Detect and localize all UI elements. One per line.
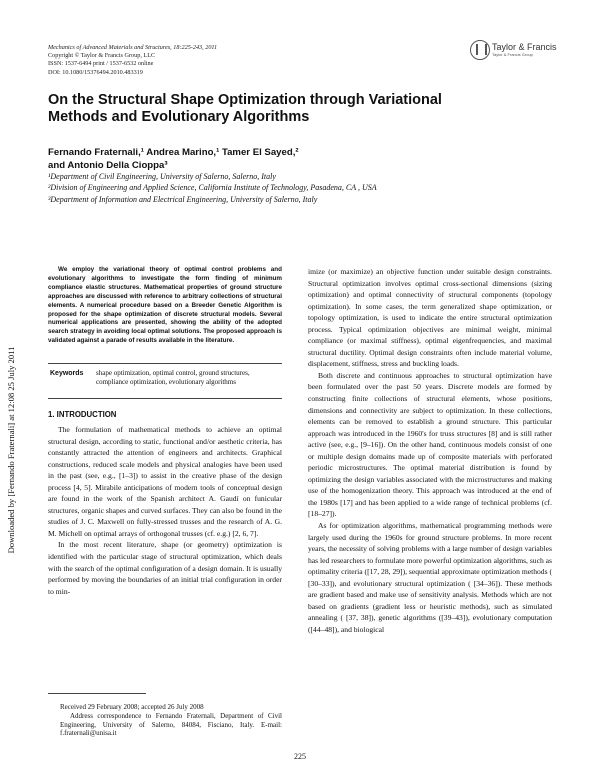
keywords-text: shape optimization, optimal control, ground structures, compliance optimization, evolutionary algorithms [96,369,250,386]
paragraph: In the most recent literature, shape (or geometry) optimization is identified with the particular stage of structural optimization, which deals with the search of the optimal configuration of a design domain. It is usually performed by moving the boundaries of an initial trial configuration in order to min- [48,540,282,596]
publisher-logo-icon [470,40,490,60]
footnote-rule [48,693,146,694]
abstract: We employ the variational theory of optimal control problems and evolutionary algorithms to investigate the form finding of minimum compliance elastic structures. Mathematical properties of ground structure approaches are discussed with reference to arbitrary collections of structural elements. A numerical procedure based on a Breeder Genetic Algorithm is proposed for the shape optimization of discrete structural models. Several numerical applications are presented, showing the ability of the adopted search strategy in avoiding local optimal solutions. The proposed approach is validated against a parade of results available in the literature. [48,266,282,345]
publisher-name: Taylor & Francis [492,42,557,52]
body-column-right [308,266,552,636]
footnote-correspondence: Address correspondence to Fernando Fraternali, Department of Civil Engineering, University of Salerno, 84084, Fisciano, Italy. E-mail: f.fraternali@unisa.it [60,711,282,738]
keywords-label: Keywords [50,370,84,377]
section-heading: 1. INTRODUCTION [48,410,117,419]
paragraph: The formulation of mathematical methods to achieve an optimal structural design, according to static, functional and/or aesthetic criteria, has constantly attracted the attention of engineers and architects. Graphical constructions, reduced scale models and physical analogies have been used in the past (see, e.g., [1–3]) to assist in the creative phase of the design process [4, 5]. Mirabile anticipations of modern tools of conceptual design are found in the work of the Spanish architect A. Gaudí on funicular structures, organic shapes and curved surfaces. They can also be found in the studies of J. C. Maxwell on fully-stressed trusses and the research of A. G. M. Michell on optimal arrays of orthogonal trusses (cf. e.g.) [2, 6, 7]. [48,425,282,538]
copyright-line: Copyright © Taylor & Francis Group, LLC [48,52,156,60]
journal-citation: Mechanics of Advanced Materials and Structures, 18:225-243, 2011 [48,44,218,51]
affiliations [48,171,508,205]
paper-title: On the Structural Shape Optimization through Variational Methods and Evolutionary Algorithms [48,92,442,125]
page-number: 225 [294,752,306,761]
publisher-subtitle: Taylor & Francis Group [492,52,533,57]
download-watermark-text: Downloaded by [Fernando Fraternali] at 12:08 25 July 2011 [6,346,16,554]
paragraph: imize (or maximize) an objective function under suitable design constraints. Structural optimization involves optimal cross-sectional dimensions (sizing optimization) and optimal connectivity of structural components (topology optimization). In some cases, the term generalized shape optimization, or topology optimization, is used to indicate the entire structural optimization process. Typical optimization objectives are minimal weight, minimal compliance (or maximal stiffness), optimal eigenfrequencies, and maximal structural ductility. Optimal design constraints often include material volume, displacement, stiffness, stress and buckling loads. [308,267,552,369]
doi-line: DOI: 10.1080/15376494.2010.483319 [48,68,143,76]
authors-line-2: and Antonio Della Cioppa³ [48,160,168,171]
download-watermark [2,270,20,630]
affiliation-3: ³Department of Information and Electrical Engineering, University of Salerno, Italy [48,194,318,204]
paragraph: As for optimization algorithms, mathematical programming methods were largely used during the 1960s for ground structure problems. In more recent years, the necessity of solving problems with a large number of design variables has led researchers to formulate more powerful optimization algorithms, such as optimality criteria ([17, 28, 29]), sequential approximate optimization methods ( [30–33]), and evolutionary structural optimization ( [34–36]). These methods are gradient based and make use of sensitivity analysis. Methods which are not based on gradients (gradient less or heuristic methods), such as simulated annealing ( [37, 38]), genetic algorithms ([39–43]), evolutionary computation ([44–48]), and biological [308,521,552,634]
publisher-logo [470,40,560,62]
journal-metadata [48,44,217,77]
author-list [48,146,408,172]
affiliation-1: ¹Department of Civil Engineering, University of Salerno, Salerno, Italy [48,172,276,181]
paragraph: Both discrete and continuous approaches to structural optimization have been formulated over the past 50 years. Discrete models are formed by constructing finite collections of structural elements, whose positions, dimensions and connectivity are subject to optimization. In these collections, elements can be removed to establish a ground structure. This particular approach was introduced in the 1960's for truss structures [8] and is still rather active (see, e.g., [9–16]). On the other hand, continuous models consist of one or multiple design domains made up of composite materials with perforated periodic microstructures. The optimal material distribution is found by optimizing the design variables associated with the microstructures and making use of the homogenization theory. This approach was introduced at the end of the 1980s [17] and has been applied to a wide range of technical problems (cf. [18–27]). [308,370,552,519]
footnote [60,703,282,738]
authors-line-1: Fernando Fraternali,¹ Andrea Marino,¹ Tamer El Sayed,² [48,147,299,158]
keywords-bottom-rule [48,398,282,399]
footnote-received: Received 29 February 2008; accepted 26 July 2008 [60,703,204,711]
issn-line: ISSN: 1537-6494 print / 1537-6532 online [48,60,154,68]
keywords-top-rule [48,363,282,364]
affiliation-2: ²Division of Engineering and Applied Science, California Institute of Technology, Pasadena, CA , USA [48,183,377,193]
body-column-left [48,424,282,597]
